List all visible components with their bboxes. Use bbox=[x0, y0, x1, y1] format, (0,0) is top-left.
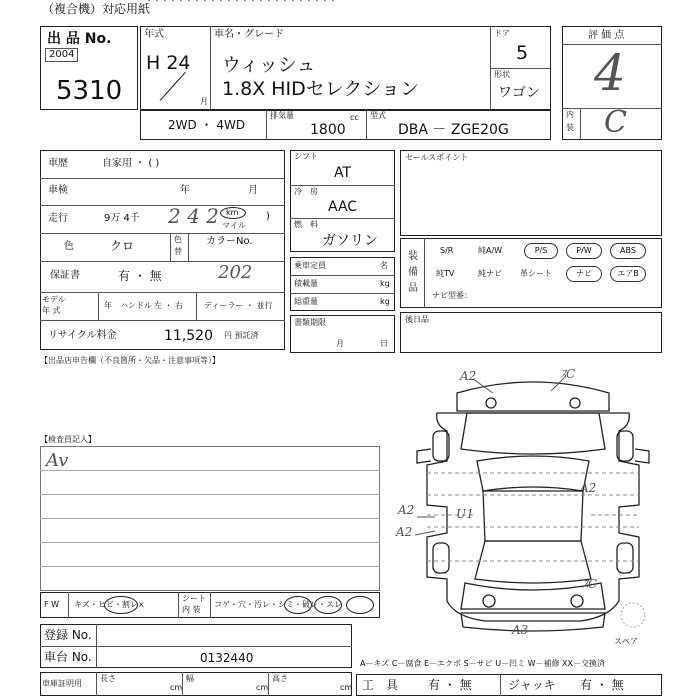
mark-left-2: A2 bbox=[396, 525, 413, 539]
seat-label-1: シート bbox=[182, 594, 206, 603]
rear-window bbox=[475, 541, 591, 583]
after-note-label: 後日品 bbox=[405, 315, 429, 324]
gross-weight-label: 総重量 bbox=[294, 297, 318, 306]
inspector-label: 【検査員記入】 bbox=[40, 435, 96, 444]
car-diagram bbox=[395, 365, 670, 640]
lot-label: 出 品 No. bbox=[47, 31, 112, 47]
cert-height: 高さ bbox=[272, 674, 288, 683]
equipment-label-1: 装 bbox=[408, 251, 418, 262]
rear-light-left bbox=[483, 595, 495, 607]
fuel-value: ガソリン bbox=[322, 233, 378, 249]
front-light-left bbox=[486, 398, 496, 408]
condition-items-2: コゲ・穴・汚レ・シミ・破レ・スレ bbox=[214, 600, 342, 609]
spare-label: スペア bbox=[614, 637, 638, 646]
history-label: 車歴 bbox=[48, 158, 68, 169]
cert-width-unit: cm bbox=[256, 683, 269, 692]
mark-front-right: ｽC bbox=[560, 367, 576, 381]
lot-number: 5310 bbox=[56, 76, 123, 106]
equip-airbag: エアB bbox=[610, 266, 646, 282]
year-label: 年式 bbox=[144, 29, 164, 40]
nav-model-label: ナビ型番： bbox=[432, 291, 472, 300]
mileage-label: 走行 bbox=[48, 213, 68, 224]
damage-legend: A－キズ C－腐食 E－エクボ S－サビ U－凹ミ W－補修 XX－交換済 bbox=[360, 659, 606, 668]
fw-label: F W bbox=[44, 600, 60, 609]
jack-value: 有 ・ 無 bbox=[580, 678, 624, 692]
color-code-label: カラーNo. bbox=[206, 236, 253, 247]
equip-sr: S/R bbox=[440, 246, 454, 255]
expiry-day-unit: 日 bbox=[380, 339, 388, 348]
color-code-value: 202 bbox=[218, 262, 253, 283]
rear-bumper bbox=[461, 613, 605, 631]
mileage-value: 9万 4千 bbox=[104, 213, 140, 224]
chassis-value: 0132440 bbox=[200, 651, 254, 665]
chassis-label: 車台 No. bbox=[44, 650, 92, 664]
top-cut-text: ・・・・・・・・・・・・・・・・・・・・・・・・ bbox=[145, 0, 337, 5]
handle-value: 左 ・ 右 bbox=[154, 301, 184, 310]
mark-rear: A3 bbox=[512, 623, 529, 637]
circle-crack bbox=[104, 596, 138, 614]
displacement-unit: cc bbox=[350, 113, 359, 122]
drive-value: 2WD ・ 4WD bbox=[168, 118, 246, 132]
warranty-value: 有 ・ 無 bbox=[118, 269, 162, 283]
inspection-label: 車検 bbox=[48, 185, 68, 196]
color-label: 色 bbox=[64, 241, 74, 252]
fuel-label: 燃 料 bbox=[294, 220, 318, 229]
spare-tire bbox=[621, 603, 645, 627]
model-year-label-2: 年 式 bbox=[42, 306, 61, 315]
tools-label: 工 具 bbox=[362, 678, 399, 692]
rear-light-right bbox=[571, 595, 583, 607]
front-light-right bbox=[570, 398, 580, 408]
mark-left-1: A2 bbox=[398, 503, 415, 517]
inspector-note: Av bbox=[46, 450, 69, 471]
seller-notes-label: 【出品店申告欄（不良箇所・欠品・注意事項等）】 bbox=[40, 356, 220, 365]
after-note-box bbox=[400, 312, 662, 353]
rating-label: 評 価 点 bbox=[588, 30, 625, 41]
mark-right-rear: ｽC bbox=[582, 577, 598, 591]
gross-weight-unit: kg bbox=[380, 297, 390, 306]
car-name: ウィッシュ bbox=[222, 54, 316, 76]
jack-label: ジャッキ bbox=[508, 678, 556, 692]
load-label: 積載量 bbox=[294, 279, 318, 288]
expiry-label: 書類期限 bbox=[294, 318, 326, 327]
displacement-label: 排気量 bbox=[270, 111, 294, 120]
recycle-label: リサイクル料金 bbox=[48, 330, 117, 341]
inspection-month-unit: 月 bbox=[248, 185, 258, 196]
mark-right-door: A2 bbox=[580, 481, 597, 495]
capacity-unit: 名 bbox=[380, 261, 388, 270]
aircon-label: 冷 房 bbox=[294, 187, 318, 196]
registration-label: 登録 No. bbox=[44, 628, 92, 642]
shape-value: ワゴン bbox=[498, 85, 540, 101]
inspection-year-unit: 年 bbox=[180, 185, 190, 196]
roof bbox=[483, 491, 583, 541]
displacement-value: 1800 bbox=[310, 122, 346, 138]
year-month-unit: 月 bbox=[200, 97, 208, 106]
mileage-unit-km: km bbox=[226, 208, 239, 217]
vehicle-cert-box bbox=[40, 672, 352, 696]
right-mirror bbox=[635, 449, 649, 463]
equip-ps: P/S bbox=[524, 243, 558, 259]
equip-abs: ABS bbox=[610, 243, 646, 259]
shift-value: AT bbox=[334, 165, 352, 181]
form-type: （複合機）対応用紙 bbox=[42, 2, 151, 16]
mark-front-left: A2 bbox=[460, 369, 477, 383]
sales-point-label: セールスポイント bbox=[405, 153, 469, 162]
history-value: 自家用 ・ ( ) bbox=[102, 158, 160, 169]
equipment-label-3: 品 bbox=[408, 283, 418, 294]
equip-pw: P/W bbox=[566, 243, 602, 259]
circle-stain bbox=[284, 596, 312, 614]
model-value: DBA － ZGE20G bbox=[398, 122, 509, 138]
aircon-value: AAC bbox=[328, 199, 358, 215]
cert-length-unit: cm bbox=[170, 683, 183, 692]
warranty-label: 保証書 bbox=[50, 270, 80, 281]
vehicle-cert-label: 車庫証明用 bbox=[42, 679, 82, 688]
color-value: クロ bbox=[110, 239, 135, 253]
hood bbox=[461, 413, 605, 454]
interior-label-2: 装 bbox=[566, 123, 574, 132]
rating-score: 4 bbox=[594, 44, 626, 102]
interior-label-1: 内 bbox=[566, 110, 574, 119]
rear-left-wheel bbox=[433, 543, 449, 573]
model-label: 型式 bbox=[370, 111, 386, 120]
shape-label: 形状 bbox=[494, 70, 510, 79]
doors-value: 5 bbox=[516, 42, 529, 64]
circle-wear bbox=[346, 596, 374, 614]
mark-roof: U1 bbox=[456, 507, 474, 521]
equip-tv: 純TV bbox=[436, 269, 455, 278]
doors-label: ドア bbox=[494, 29, 510, 38]
recycle-unit: 円 預託済 bbox=[224, 331, 259, 340]
left-mirror bbox=[417, 449, 431, 463]
model-year-label-1: モデル bbox=[42, 295, 66, 304]
car-grade: 1.8X HIDセレクション bbox=[222, 78, 420, 100]
cert-width: 幅 bbox=[186, 674, 194, 683]
mileage-unit-mile: マイル bbox=[222, 221, 246, 230]
equipment-label-2: 備 bbox=[408, 267, 418, 278]
expiry-month-unit: 月 bbox=[336, 339, 344, 348]
color-change-1: 色 bbox=[174, 235, 182, 244]
rear-right-wheel bbox=[617, 543, 633, 573]
load-unit: kg bbox=[380, 279, 390, 288]
recycle-value: 11,520 bbox=[164, 328, 213, 344]
mileage-paren: ) bbox=[266, 211, 270, 222]
model-year-unit: 年 bbox=[104, 301, 112, 310]
dealer-value: ディーラー ・ 並行 bbox=[204, 301, 273, 310]
year-value: H 24 bbox=[146, 52, 191, 74]
lot-stamp: 2004 bbox=[45, 48, 78, 62]
tools-value: 有 ・ 無 bbox=[428, 678, 472, 692]
shift-label: シフト bbox=[294, 152, 318, 161]
cert-height-unit: cm bbox=[340, 683, 353, 692]
equip-leather: 革シート bbox=[520, 269, 552, 278]
color-change-2: 替 bbox=[174, 247, 182, 256]
equip-alloy: 純A/W bbox=[478, 246, 503, 255]
equip-nav: ナビ bbox=[566, 266, 602, 282]
seat-label-2: 内 装 bbox=[182, 605, 201, 614]
mileage-handwritten: 2 4 2 bbox=[168, 204, 219, 228]
car-label: 車名・グレード bbox=[214, 29, 284, 40]
capacity-label: 乗車定員 bbox=[294, 261, 326, 270]
condition-items-1: キズ・ヒビ・割レ× bbox=[74, 600, 145, 609]
sales-point-box bbox=[400, 150, 662, 236]
front-bumper bbox=[457, 382, 609, 411]
handle-label: ハンドル bbox=[120, 301, 152, 310]
cert-length: 長さ bbox=[100, 674, 116, 683]
equip-navi: 純ナビ bbox=[478, 269, 502, 278]
circle-spot bbox=[314, 596, 342, 614]
interior-score: C bbox=[604, 105, 627, 140]
